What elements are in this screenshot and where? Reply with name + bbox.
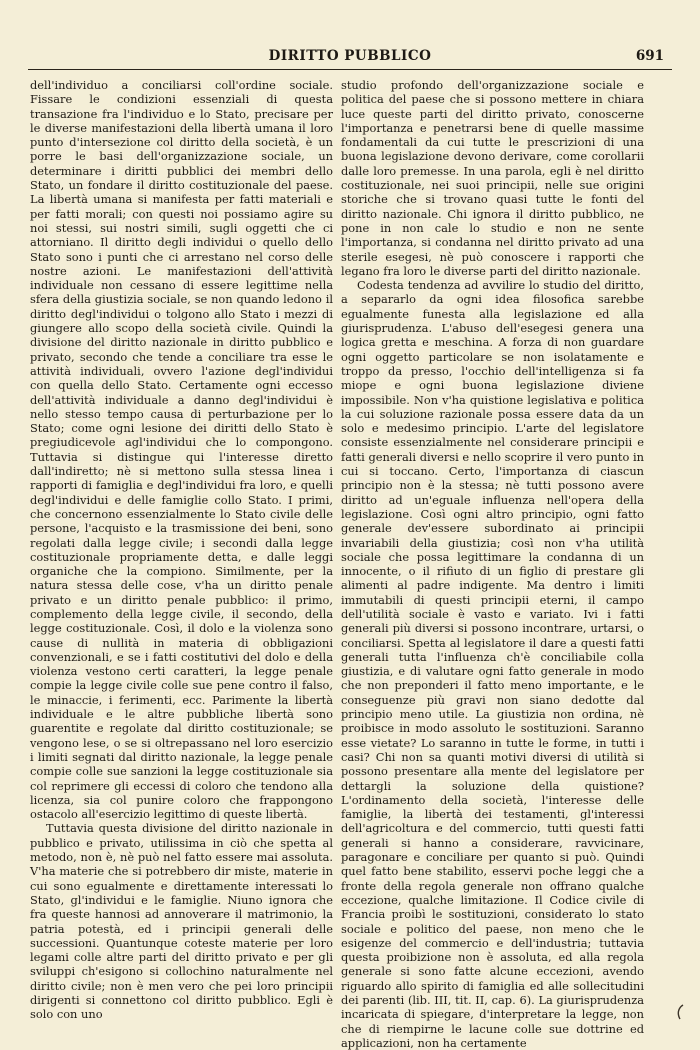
running-title: DIRITTO PUBBLICO bbox=[268, 48, 432, 64]
left-column bbox=[30, 78, 333, 1022]
paragraph: studio profondo dell'organizzazione sociale e politica del paese che si possono mettere in chiara luce queste parti del diritto privato, conoscerne l'importanza e penetrarsi bene di quelle massime fondamentali da cui tutte le prescrizioni di una buona legislazione devono derivare, come corollarii dalle loro premesse. In una parola, egli è nel diritto costituzionale, nei suoi principii, nelle sue origini storiche che si trovano quasi tutte le fonti del diritto nazionale. Chi ignora il diritto pubblico, ne pone in non cale lo studio e non ne sente l'importanza, si condanna nel diritto privato ad una sterile esegesi, nè può conoscere i rapporti che legano fra loro le diverse parti del diritto nazionale. bbox=[341, 78, 644, 278]
page-number: 691 bbox=[635, 48, 664, 64]
page-curl-mark bbox=[674, 1004, 686, 1020]
header-rule bbox=[28, 69, 672, 70]
paragraph: dell'individuo a conciliarsi coll'ordine sociale. Fissare le condizioni essenziali di questa transazione fra l'individuo e lo Stato, precisare per le diverse manifestazioni della libertà umana il loro punto d'intersezione col diritto della società, è un porre le basi dell'organizzazione sociale, un determinare i diritti pubblici dei membri dello Stato, un fondare il diritto costituzionale del paese. La libertà umana si manifesta per fatti materiali e per fatti morali; con questi noi possiamo agire su noi stessi, sui nostri simili, sugli oggetti che ci attorniano. Il diritto degli individui o quello dello Stato sono i punti che ci arrestano nel corso delle nostre azioni. Le manifestazioni dell'attività individuale non cessano di essere legittime nella sfera della giustizia sociale, se non quando ledono il diritto degl'individui o tolgono allo Stato i mezzi di giungere allo scopo della società civile. Quindi la divisione del diritto nazionale in diritto pubblico e privato, secondo che tende a conciliare tra esse le attività individuali, ovvero l'azione degl'individui con quella dello Stato. Certamente ogni eccesso dell'attività individuale a danno degl'individui è nello stesso tempo causa di perturbazione per lo Stato; come ogni lesione dei diritti dello Stato è pregiudicevole agl'individui che lo compongono. Tuttavia si distingue qui l'interesse diretto dall'indiretto; nè si mettono sulla stessa linea i rapporti di famiglia e degl'individui fra loro, e quelli degl'individui e delle famiglie collo Stato. I primi, che concernono essenzialmente lo Stato civile delle persone, l'acquisto e la trasmissione dei beni, sono regolati dalla legge civile; i secondi dalla legge costituzionale propriamente detta, e dalle leggi organiche che la compiono. Similmente, per la natura stessa delle cose, v'ha un diritto penale privato e un diritto penale pubblico: il primo, complemento della legge civile, il secondo, della legge costituzionale. Così, il dolo e la violenza sono cause di nullità in materia di obbligazioni convenzionali, e se i fatti costitutivi del dolo e della violenza vestono certi caratteri, la legge penale compie la legge civile colle sue pene contro il falso, le minaccie, i ferimenti, ecc. Parimente la libertà individuale e le altre pubbliche libertà sono guarentite e regolate dal diritto costituzionale; se vengono lese, o se si oltrepassano nel loro esercizio i limiti segnati dal diritto nazionale, la legge penale compie colle sue sanzioni la legge costituzionale sia col reprimere gli eccessi di coloro che tendono alla licenza, sia col punire coloro che frappongono ostacolo all'esercizio legittimo di queste libertà. bbox=[30, 78, 333, 822]
right-column bbox=[341, 78, 644, 1050]
paragraph: Codesta tendenza ad avvilire lo studio del diritto, a separarlo da ogni idea filosofica sarebbe egualmente funesta alla legislazione ed alla giurisprudenza. L'abuso dell'esegesi genera una logica gretta e meschina. A forza di non guardare ogni oggetto particolare se non isolatamente e troppo da presso, l'occhio dell'intelligenza si fa miope e ogni buona legislazione diviene impossibile. Non v'ha quistione legislativa e politica la cui soluzione razionale possa essere data da un solo e medesimo principio. L'arte del legislatore consiste essenzialmente nel considerare principii e fatti generali diversi e nello scoprire il vero punto in cui si toccano. Certo, l'importanza di ciascun principio non è la stessa; nè tutti possono avere diritto ad un'eguale influenza nell'opera della legislazione. Così ogni altro principio, ogni fatto generale dev'essere subordinato ai principii invariabili della giustizia; così non v'ha utilità sociale che possa legittimare la condanna di un innocente, o il rifiuto di un figlio di prestare gli alimenti al padre indigente. Ma dentro i limiti immutabili di questi principii eterni, il campo dell'utilità sociale è vasto e variato. Ivi i fatti generali più diversi si possono incontrare, urtarsi, o conciliarsi. Spetta al legislatore il dare a questi fatti generali tutta l'influenza ch'è conciliabile colla giustizia, e di valutare ogni fatto generale in modo che non preponderi il fatto meno importante, e le conseguenze più gravi non siano dedotte dal principio meno utile. La giustizia non ordina, nè proibisce in modo assoluto le sostituzioni. Saranno esse vietate? Lo saranno in tutte le forme, in tutti i casi? Chi non sa quanti motivi diversi di utilità si possono presentare alla mente del legislatore per dettargli la soluzione della quistione? L'ordinamento della società, l'interesse delle famiglie, la libertà dei testamenti, gl'interessi dell'agricoltura e del commercio, tutti questi fatti generali si hanno a considerare, ravvicinare, paragonare e conciliare per quanto si può. Quindi quel fatto bene stabilito, esservi poche leggi che a fronte della regola generale non offrano qualche eccezione, qualche limitazione. Il Codice civile di Francia proibì le sostituzioni, considerato lo stato sociale e politico del paese, non meno che le esigenze del commercio e dell'industria; tuttavia questa proibizione non è assoluta, ed alla regola generale si sono fatte alcune eccezioni, avendo riguardo allo spirito di famiglia ed alle sollecitudini dei parenti (lib. III, tit. II, cap. 6). La giurisprudenza incaricata di spiegare, d'interpretare la legge, non che di riempirne le lacune colle sue dottrine ed applicazioni, non ha certamente bbox=[341, 278, 644, 1050]
paragraph: Tuttavia questa divisione del diritto nazionale in pubblico e privato, utilissima in ciò che spetta al metodo, non è, nè può nel fatto essere mai assoluta. V'ha materie che si potrebbero dir miste, materie in cui sono egualmente e direttamente interessati lo Stato, gl'individui e le famiglie. Niuno ignora che fra queste hannosi ad annoverare il matrimonio, la patria potestà, ed i principii generali delle successioni. Quantunque coteste materie per loro legami colle altre parti del diritto privato e per gli sviluppi ch'esigono si collochino naturalmente nel diritto civile; non è men vero che pei loro principii dirigenti si connettono col diritto pubblico. Egli è solo con uno bbox=[30, 821, 333, 1022]
page-header bbox=[28, 42, 672, 68]
